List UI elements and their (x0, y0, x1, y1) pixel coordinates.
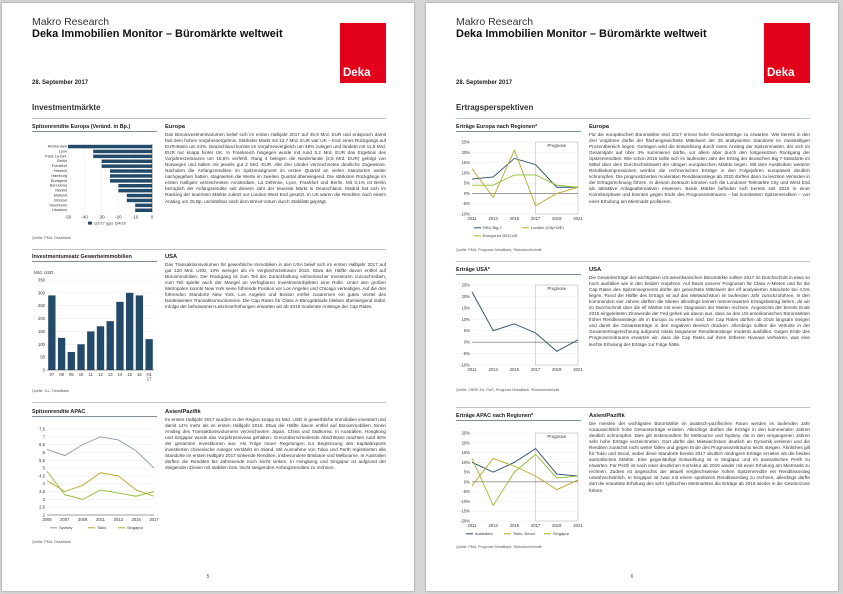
tick-label: 3,5 (39, 489, 45, 495)
bar-hamburg (110, 174, 152, 178)
text-heading: USA (589, 267, 602, 273)
forecast-box (536, 285, 578, 365)
category-label: Berlin (57, 159, 67, 164)
bar-lyon (93, 150, 152, 154)
tick-label: 0% (463, 479, 470, 485)
deka-logo (340, 23, 386, 83)
tick-label: 25% (461, 282, 470, 288)
tick-label: 0 (150, 214, 154, 220)
section-rule (32, 118, 386, 119)
tick-label: 100 (38, 341, 45, 347)
chart-source: Quelle: CBRE-EA, PwC, Prognose DekaBank; *Bürodurchschnitt (456, 388, 560, 392)
category-label: 13 (107, 372, 113, 377)
text-heading: Europa (589, 124, 609, 130)
report-date: 28. September 2017 (456, 80, 513, 86)
x-tick-label: 2019 (552, 367, 562, 372)
x-tick-label: 2011 (95, 517, 106, 522)
tick-label: 2 (42, 512, 45, 518)
x-tick-label: 2013 (488, 216, 498, 221)
page-number: 5 (206, 574, 210, 580)
category-label: Amsterdam (47, 144, 67, 149)
category-label: 17 (146, 376, 152, 382)
category-label: Barcelona (49, 183, 67, 188)
text-heading: Asien/Pazifik (165, 409, 201, 415)
section-title: Ertragsperspektiven (456, 103, 534, 112)
tick-label: -5% (462, 489, 470, 495)
tick-label: -15% (460, 508, 470, 514)
chart-spitzenrendite-europa-svg (32, 132, 157, 232)
tick-label: 150 (38, 328, 45, 334)
legend-label: London (City+WE) (531, 225, 564, 230)
bar-budapest (110, 179, 152, 183)
category-label: 12 (98, 372, 103, 377)
bar-br-ssel (127, 199, 152, 203)
tick-label: 5% (463, 328, 470, 334)
tick-label: 10% (461, 170, 470, 176)
tick-label: -50 (64, 214, 72, 220)
bar-h1-17 (145, 339, 152, 370)
tick-label: 15% (461, 450, 470, 456)
category-label: 10 (78, 372, 84, 377)
x-tick-label: 2017 (530, 523, 541, 528)
category-label: Frankfurt (51, 164, 67, 169)
category-label: 15 (127, 372, 133, 377)
text-block-usa (589, 267, 810, 348)
tick-label: 0 (42, 367, 45, 373)
bar-09 (68, 352, 75, 370)
chart-source: Quelle: PMA, Prognose DekaBank; *Bürodurchschnitt (456, 248, 542, 252)
x-tick-label: 2009 (78, 517, 88, 522)
x-tick-label: 2011 (467, 523, 477, 528)
chart-title: Spitzenrendite Europa (Veränd. in Bp.) (32, 124, 157, 132)
x-tick-label: 2021 (573, 367, 583, 372)
legend-swatch (88, 222, 92, 225)
text-body: Das Transaktionsvolumen für gewerbliche Immobilien in den USA belief sich im ersten Halbjahr 2017 auf gut 120 Mrd. USD, 10% weniger als im Vergleichszeitraum 2016. Etwa die Hälfte davon entfiel auf Büroimmobilien. Der Rückgang ist zum Teil der Zurückhaltung einheimischer Investoren zuzuschreiben, zum Teil spielte auch der Mangel an verfügbaren Investmentobjekten eine Rolle. Unter den großen Metropolen konnte New York seine führende Position vor Los Angeles und Chicago verteidigen. Auf die drei führenden Standorte New York, Los Angeles und Boston entfiel zusammen ein gutes Viertel des landesweiten Transaktionsvolumens. Die Cap Rates für Class A-Bürogebäude blieben überwiegend stabil. Infolge der behutsamen Leitzinserhöhungen erwarten wir ab 2018 moderate Anstiege der Cap Rates. (165, 262, 386, 310)
text-block-europa (589, 124, 810, 205)
tick-label: -10% (460, 498, 470, 504)
section-rule (456, 118, 810, 119)
chart-title: Erträge Europa nach Regionen* (456, 124, 581, 132)
tick-label: 200 (38, 316, 45, 322)
legend-label: Europa ex DEU,UK (483, 233, 518, 238)
series-line-singapur (47, 471, 154, 499)
section-rule (456, 261, 810, 262)
bar-10 (77, 344, 84, 370)
section-title: Investmentmärkte (32, 103, 101, 112)
tick-label: 250 (38, 303, 45, 309)
tick-label: 50 (40, 354, 45, 360)
text-block-usa (165, 254, 386, 310)
section-rule (456, 407, 810, 408)
category-label: Madrid (55, 188, 67, 193)
bar-helsinki (110, 169, 152, 173)
x-tick-label: 2019 (552, 216, 562, 221)
tick-label: 20% (461, 440, 470, 446)
section-rule (32, 249, 386, 250)
category-label: Helsinki (53, 169, 67, 173)
chart-title: Investmentumsatz Gewerbeimmobilien (32, 254, 157, 262)
chart-title: Spitzenrendite APAC (32, 409, 157, 417)
category-label: Mailand (53, 193, 67, 198)
chart-investmentumsatz (32, 254, 157, 387)
x-tick-label: 2013 (113, 517, 123, 522)
forecast-label: Prognose (547, 434, 567, 439)
text-body: Die Gesamterträge der wichtigsten US-amerikanischen Büromärkte sollten 2017 im Durchschnitt in etwa so hoch ausfallen wie in den beiden Vorjahren. Auf Basis unserer Prognosen für Class A-Mieten und für die Cap Rates des Spitzensegments dürfte der gewichtete Mittelwert der elf analysierten Standorte bei 4,5% liegen. Rund die Hälfte des Ertrags ist auf das Mietwachstum im laufenden Jahr zurückzuführen. In den kommenden vier Jahren dürften die Mieten allerdings keinen nennenswerten Ertragsbeitrag liefern, da wir im Durchschnitt über die elf Märkte mit einer Stagnation der Mieten rechnen. Angesichts der bereits Ende 2015 eingeleiteten Zinswende der Fed gehen wir davon aus, dass an den US-amerikanischen Büromärkten früher Renditeanstiege als in Europa zu erwarten sind. Die Cap Rates dürften ab 2018 langsam steigen und damit die Gesamterträge in den negativen Bereich drücken. Allerdings sollten die Verluste in der Gesamtertragsrechnung aufgrund relativ langsamer Renditeanstiege moderat ausfallen. Gegen Ende des Prognosezeitraums erwarten wir, dass die Cap Rates auf ihren höheren Niveaus verharren, was eine leichte Erholung der Erträge zur Folge hätte. (589, 275, 810, 347)
x-tick-label: 2011 (467, 216, 477, 221)
category-label: 14 (117, 372, 123, 377)
tick-label: 15% (461, 305, 470, 311)
bar-14 (116, 302, 123, 370)
tick-label: 7 (42, 434, 45, 440)
x-tick-label: 2019 (552, 523, 562, 528)
tick-label: 5 (42, 465, 45, 471)
category-label: Lissabon (51, 208, 67, 213)
text-heading: USA (165, 254, 178, 260)
x-tick-label: 2013 (488, 367, 498, 372)
category-label: 11 (88, 372, 93, 377)
bar-berlin (102, 160, 152, 164)
chart-ertraege-europa (456, 124, 581, 247)
tick-label: -30 (98, 214, 105, 220)
tick-label: -20 (115, 214, 122, 220)
x-tick-label: 2005 (42, 517, 52, 522)
bar-11 (87, 331, 94, 370)
brand-label: Makro Research (456, 16, 534, 28)
tick-label: 25% (461, 430, 470, 436)
x-tick-label: 2015 (509, 367, 520, 372)
tick-label: -20% (460, 518, 470, 524)
x-tick-label: 2017 (530, 367, 541, 372)
bar-barcelona (118, 184, 152, 188)
tick-label: 350 (38, 277, 45, 283)
forecast-label: Prognose (547, 286, 567, 291)
document-title: Deka Immobilien Monitor – Büromärkte weltweit (32, 28, 283, 40)
x-tick-label: 2017 (149, 517, 159, 522)
legend-label: Tokio (97, 525, 107, 530)
tick-label: 0% (463, 190, 470, 196)
chart-ertraege-usa (456, 267, 581, 390)
x-tick-label: 2015 (509, 523, 520, 528)
category-label: 09 (68, 372, 74, 377)
chart-investmentumsatz-svg (32, 262, 157, 387)
category-label: 16 (137, 372, 142, 377)
tick-label: 15% (461, 160, 470, 166)
bar-paris-la-d-f (93, 155, 152, 159)
bar-stockholm (135, 204, 152, 208)
tick-label: -10% (460, 211, 470, 217)
tick-label: 5% (463, 469, 470, 475)
x-tick-label: 2013 (488, 523, 498, 528)
text-block-europa (165, 124, 386, 205)
chart-ertraege-apac (456, 413, 581, 541)
x-tick-label: 2007 (60, 517, 70, 522)
text-heading: Europa (165, 124, 185, 130)
category-label: Paris La Déf. (45, 154, 67, 159)
tick-label: 5% (463, 180, 470, 186)
category-label: 07 (49, 372, 55, 377)
text-block-asien (165, 409, 386, 471)
text-body: Für die europäischen Büromärkte sind 2017 erneut hohe Gesamterträge zu erwarten. Wie bereits in den drei Vorjahren dürfte der flächengewichtete Mittelwert der 25 analysierten Standorte im zweistelligen Prozentbereich liegen. Getragen wird die Entwicklung durch einen Anstieg der Spitzenmieten, der sich im Gesamtjahr auf über 3% summieren dürfte, vor allem aber durch den fortgesetzten Rückgang der Spitzenrenditen. Wie schon 2016 sollte sich im laufenden Jahr der Ertrag der deutschen Big 7-Standorte im Mittel über dem Durchschnittswert der übrigen europäischen Märkte liegen. Mit dem Ausbleiben weiterer Renditekompressionen werden die rechnerischen Erträge in den Folgejahren europaweit deutlich schrumpfen. Die prognostizierten moderaten Renditeanstiege ab 2020 dürften dann zu leichten Verlusten in der Ertragsrechnung führen. In diesem Zeitraum könnten sich die Londoner Teilmärkte City und West End als attraktive Anlagealternativen erweisen. Beide Märkte befinden sich bereits seit 2016 in einer Korrekturphase und könnten gegen Ende des Prognosezeitraums – bei konstanten Spitzenrenditen – von einer Erholung am Mietmarkt profitieren. (589, 132, 810, 204)
tick-label: 3 (42, 496, 45, 502)
chart-ertraege-europa-svg (456, 132, 581, 247)
bar-madrid (118, 189, 152, 193)
page-right (426, 3, 838, 591)
text-heading: Asien/Pazifik (589, 413, 625, 419)
page-left (2, 3, 414, 591)
category-label: Hamburg (51, 173, 67, 178)
tick-label: -5% (462, 351, 470, 357)
bar-07 (48, 295, 55, 370)
chart-source: Quelle: PMA, Prognose DekaBank; *Bürodurchschnitt (456, 545, 542, 549)
bar-amsterdam (68, 145, 152, 149)
series-line-london-city-we (472, 150, 578, 206)
logo-text: Deka (343, 67, 371, 79)
report-date: 28. September 2017 (32, 80, 89, 86)
bar-lissabon (135, 209, 152, 213)
legend-label: Australien (475, 531, 493, 536)
deka-logo (764, 23, 810, 83)
category-label: Stockholm (49, 203, 67, 208)
legend-label: DEU Big-7 (483, 225, 502, 230)
bar-13 (107, 321, 114, 370)
chart-title: Erträge USA* (456, 267, 581, 275)
bar-mailand (127, 194, 152, 198)
tick-label: 7,5 (39, 426, 45, 432)
tick-label: -5% (462, 201, 470, 207)
tick-label: 4 (42, 481, 45, 487)
tick-label: -10% (460, 362, 470, 368)
category-label: Lyon (58, 149, 67, 154)
tick-label: 2,5 (39, 504, 45, 510)
chart-source: Quelle: PMA, DekaBank (32, 236, 71, 240)
tick-label: 25% (461, 139, 470, 145)
bar-16 (136, 295, 143, 370)
tick-label: 6,5 (39, 442, 45, 448)
tick-label: 4,5 (39, 473, 45, 479)
legend-label: Singapur (127, 525, 144, 530)
legend-label: Tokio, Seoul (513, 531, 535, 536)
chart-spitzenrendite-apac (32, 409, 157, 537)
category-label: Brüssel (54, 198, 67, 203)
x-tick-label: 2015 (131, 517, 141, 522)
tick-label: -40 (81, 214, 88, 220)
y-axis-label: Mrd. USD (34, 270, 54, 275)
text-body: Das Büroinvestmentvolumen belief sich im ersten Halbjahr 2017 auf 45,9 Mrd. EUR und entsprach damit fast dem hohen Vorjahresergebnis. Stärkster Markt mit 12,7 Mrd. EUR war UK – trotz eines Rückgangs auf EUR-Basis um 24%. Deutschland konnte im Vorjahresvergleich um 48% zulegen und landete mit 11,5 Mrd. EUR nur knapp hinter UK. In Frankreich hingegen wurde mit rund 5,2 Mrd. EUR das Ergebnis des Vorjahreszeitraums um 15,5% verfehlt. Rang 4 belegen die Niederlande (2,5 Mrd. EUR) gefolgt von Norwegen und Italien mit jeweils gut 2 Mrd. EUR. Alle drei Länder verzeichneten deutliche Zugewinne. Nachdem die Anfangsrenditen im Spitzensegment im ersten Quartal an vielen Standorten weiter nachgegeben hatten, stagnierten die Werte im zweiten Quartal überwiegend. Die stärksten Rückgänge im ersten Halbjahr verzeichneten Amsterdam, La Défense, Lyon, Frankfurt und Berlin. Mit 3,1% ist Berlin bezüglich der Anfangsrendite seit diesem Jahr der teuerste Markt in Deutschland. Madrid hat sich im Ranking der teuersten Märkte zuletzt vor London West End gesetzt. In UK waren die Renditen nach einem Anstieg um 25 Bp. unmittelbar nach dem Brexit-Votum durch Stabilität geprägt. (165, 132, 386, 204)
category-label: Budapest (50, 178, 67, 183)
tick-label: 10% (461, 459, 470, 465)
text-body: Im ersten Halbjahr 2017 wurden in der Region knapp 61 Mrd. USD in gewerbliche Immobilien investiert und damit 14% mehr als im ersten Halbjahr 2016. Etwa die Hälfte davon entfiel auf Büroimmobilien. Einen Anstieg des Transaktionsvolumens verzeichneten Japan, China und Südkorea. In Australien, Hongkong und Singapur wurde das Vorjahresniveau gehalten. Grenzüberschreitende Abschlüsse machten rund 30% der gesamten Investitionen aus. Als Folge neuer Regelungen zur Begrenzung des Kapitalexports investierten chinesische Anleger verstärkt im Inland. Mit Ausnahme von Tokio und Perth registrierten alle Standorte im ersten Halbjahr 2017 sinkende Renditen, insbesondere Brisbane und Melbourne. In Australien dürften die Renditen bis Jahresende noch leicht sinken. In Hongkong und Singapur ist aufgrund der steigenden Zinsen mit stabilen bzw. leicht steigenden Anfangsrenditen zu rechnen. (165, 417, 386, 471)
chart-source: Quelle: PMA, DekaBank (32, 540, 71, 544)
chart-source: Quelle: JLL, DekaBank (32, 389, 69, 393)
tick-label: 10% (461, 316, 470, 322)
x-tick-label: 2017 (530, 216, 541, 221)
x-tick-label: 2021 (573, 216, 583, 221)
bar-frankfurt (102, 164, 152, 168)
tick-label: 20% (461, 149, 470, 155)
document-title: Deka Immobilien Monitor – Büromärkte weltweit (456, 28, 707, 40)
bar-15 (126, 293, 133, 370)
chart-spitzenrendite-apac-svg (32, 417, 157, 537)
x-tick-label: 2021 (573, 523, 583, 528)
bar-12 (97, 326, 104, 370)
category-label: H1 (146, 372, 152, 377)
legend-label: Q2/17 ggü. Q4/16 (94, 220, 126, 226)
tick-label: -10 (132, 214, 139, 220)
tick-label: 5,5 (39, 457, 45, 463)
page-number: 6 (630, 574, 634, 580)
x-tick-label: 2011 (467, 367, 477, 372)
section-rule (32, 402, 386, 403)
category-label: 08 (59, 372, 64, 377)
text-body: Die meisten der wichtigsten Büromärkte im asiatisch-pazifischen Raum werden im laufenden Jahr voraussichtlich hohe Gesamterträge erzielen. Allerdings dürften die Erträge in den kommenden Jahren deutlich schrumpfen. Dies gilt insbesondere für Melbourne und Sydney, die in den vergangenen Jahren sehr hohe Erträge verzeichneten. Dort dürfte das Mietwachstum deutlich an Dynamik verlieren und die Renditen zunächst nicht weiter fallen und gegen Ende des Prognosezeitraums leicht steigen. Ähnliches gilt für Tokio und Seoul, wobei diese Standorte bereits 2017 deutlich niedrigere Erträge erzielen als die beiden australischen Märkte. Eine gegenläufige Entwicklung ist in Singapur und im australischen Perth zu erwarten. Für Perth ist nach einer deutlichen Korrektur ab 2019 wieder mit einer Erholung am Mietmarkt zu rechnen. Zudem ist angesichts der aktuell vergleichsweise hohen Spitzenrendite ein Renditeanstieg unwahrscheinlich. In Singapur ist zwar mit einem spürbaren Renditeanstieg zu rechnen, allerdings dürfte dort die erwartete Erholung des sehr zyklischen Mietmarktes die Erträge ab 2019 wieder in die Gewinnzone führen. (589, 421, 810, 493)
chart-ertraege-apac-svg (456, 421, 581, 541)
bar-08 (58, 338, 65, 370)
chart-spitzenrendite-europa (32, 124, 157, 232)
legend-label: Sydney (59, 525, 73, 530)
brand-label: Makro Research (32, 16, 110, 28)
chart-title: Erträge APAC nach Regionen* (456, 413, 581, 421)
legend-label: Singapur (553, 531, 570, 536)
tick-label: 6 (42, 449, 45, 455)
tick-label: 0% (463, 339, 470, 345)
chart-ertraege-usa-svg (456, 275, 581, 390)
forecast-label: Prognose (547, 143, 567, 148)
text-block-asien (589, 413, 810, 494)
tick-label: 20% (461, 293, 470, 299)
tick-label: 300 (38, 290, 45, 296)
logo-text: Deka (767, 67, 795, 79)
x-tick-label: 2015 (509, 216, 520, 221)
